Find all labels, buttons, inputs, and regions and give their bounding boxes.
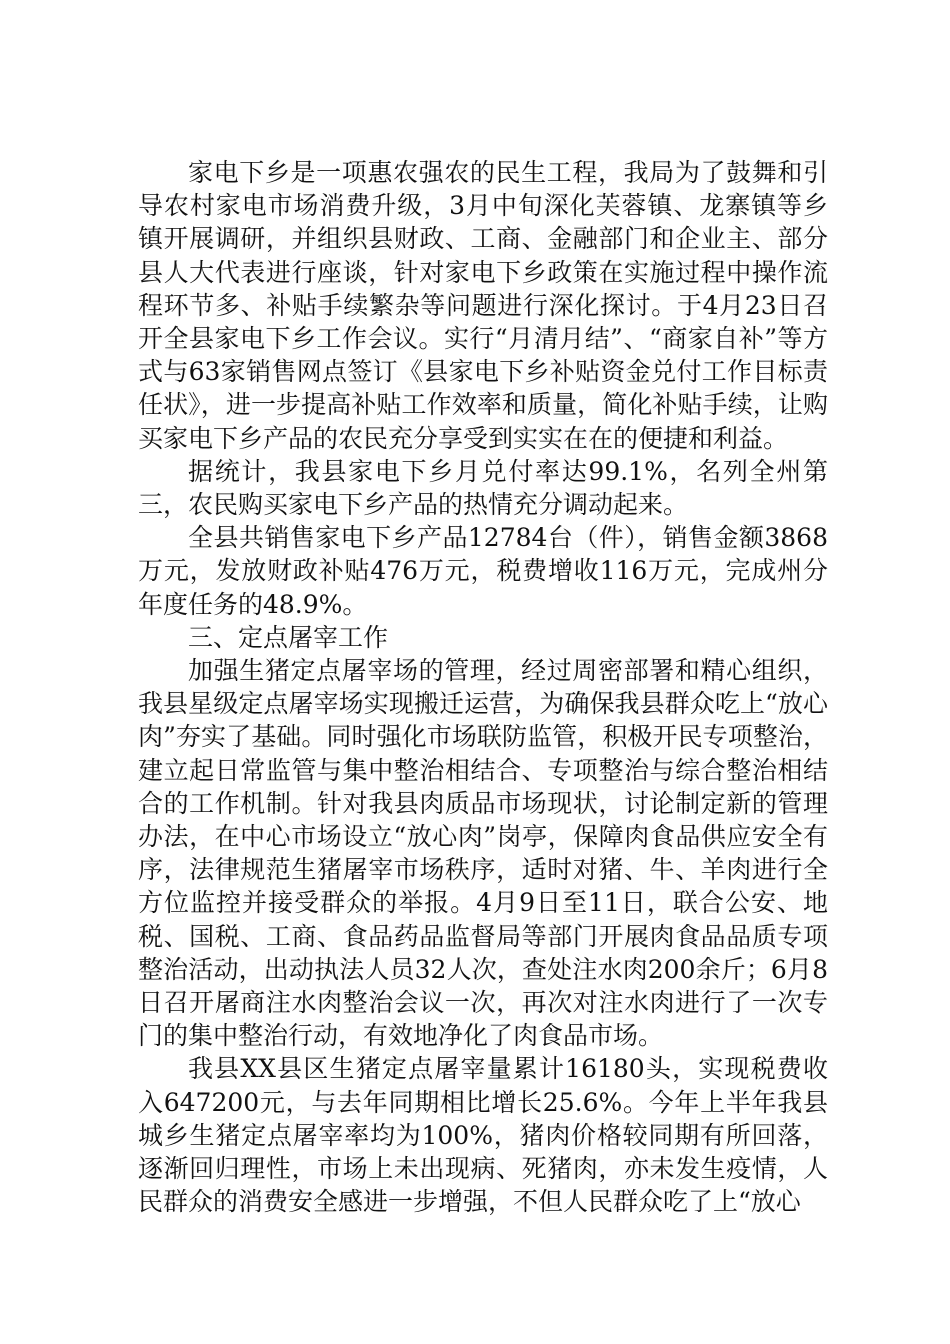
document-body xyxy=(138,156,828,1219)
paragraph-slaughterhouse-management: 加强生猪定点屠宰场的管理，经过周密部署和精心组织，我县星级定点屠宰场实现搬迁运营，为确保我县群众吃上“放心肉”夯实了基础。同时强化市场联防监管，积极开民专项整治，建立起日常监管与集中整治相结合、专项整治与综合整治相结合的工作机制。针对我县肉质品市场现状，讨论制定新的管理办法，在中心市场设立“放心肉”岗亭，保障肉食品供应安全有序，法律规范生猪屠宰市场秩序，适时对猪、牛、羊肉进行全方位监控并接受群众的举报。4月9日至11日，联合公安、地税、国税、工商、食品药品监督局等部门开展肉食品品质专项整治活动，出动执法人员32人次，查处注水肉200余斤；6月8日召开屠商注水肉整治会议一次，再次对注水肉进行了一次专门的集中整治行动，有效地净化了肉食品市场。 xyxy=(138,656,828,1051)
paragraph-sales-figures: 全县共销售家电下乡产品12784台（件），销售金额3868万元，发放财政补贴476万元，税费增收116万元，完成州分年度任务的48.9%。 xyxy=(138,523,828,619)
paragraph-redemption-rate: 据统计，我县家电下乡月兑付率达99.1%，名列全州第三，农民购买家电下乡产品的热情充分调动起来。 xyxy=(138,456,828,520)
section-heading-slaughter: 三、定点屠宰工作 xyxy=(188,622,389,652)
paragraph-slaughter-statistics: 我县XX县区生猪定点屠宰量累计16180头，实现税费收入647200元，与去年同期相比增长25.6%。今年上半年我县城乡生猪定点屠宰率均为100%，猪肉价格较同期有所回落，逐渐回归理性，市场上未出现病、死猪肉，亦未发生疫情，人民群众的消费安全感进一步增强，不但人民群众吃了上“放心 xyxy=(138,1054,828,1217)
paragraph-appliances-to-countryside: 家电下乡是一项惠农强农的民生工程，我局为了鼓舞和引导农村家电市场消费升级，3月中旬深化芙蓉镇、龙寨镇等乡镇开展调研，并组织县财政、工商、金融部门和企业主、部分县人大代表进行座谈，针对家电下乡政策在实施过程中操作流程环节多、补贴手续繁杂等问题进行深化探讨。于4月23日召开全县家电下乡工作会议。实行“月清月结”、“商家自补”等方式与63家销售网点签订《县家电下乡补贴资金兑付工作目标责任状》，进一步提高补贴工作效率和质量，简化补贴手续，让购买家电下乡产品的农民充分享受到实实在在的便捷和利益。 xyxy=(138,158,828,453)
